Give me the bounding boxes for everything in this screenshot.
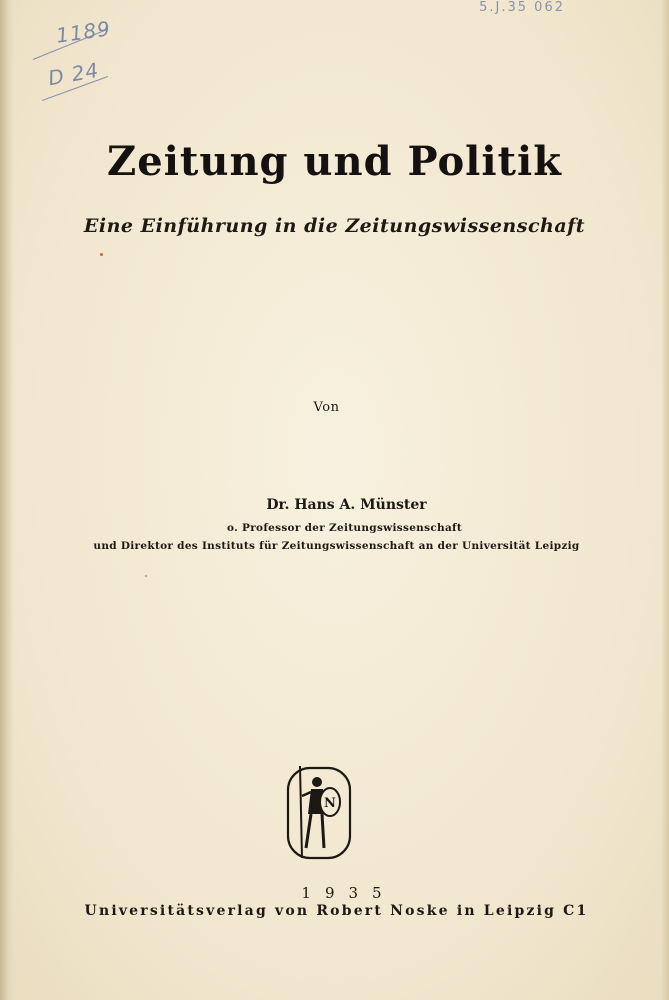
page-speck: [145, 575, 147, 577]
by-label: Von: [313, 400, 340, 415]
publisher-line: Universitätsverlag von Robert Noske in Leipzig C1: [84, 903, 589, 919]
book-title: Zeitung und Politik: [107, 138, 562, 185]
author-affiliation: und Direktor des Instituts für Zeitungswissenschaft an der Universität Leipzig: [93, 540, 580, 552]
pencil-annotation: 1189: [54, 16, 113, 48]
author-name: Dr. Hans A. Münster: [266, 497, 427, 513]
shield-letter: N: [324, 796, 336, 811]
page-speck: [100, 253, 103, 256]
shelf-mark-stamp: 5.J.35 062: [479, 0, 565, 15]
author-role: o. Professor der Zeitungswissenschaft: [226, 522, 463, 534]
publication-year: 1935: [301, 884, 396, 902]
pencil-annotation: D 24: [46, 57, 101, 91]
warrior-with-shield-emblem-icon: [284, 762, 354, 862]
book-subtitle: Eine Einführung in die Zeitungswissenschaft: [83, 215, 586, 237]
